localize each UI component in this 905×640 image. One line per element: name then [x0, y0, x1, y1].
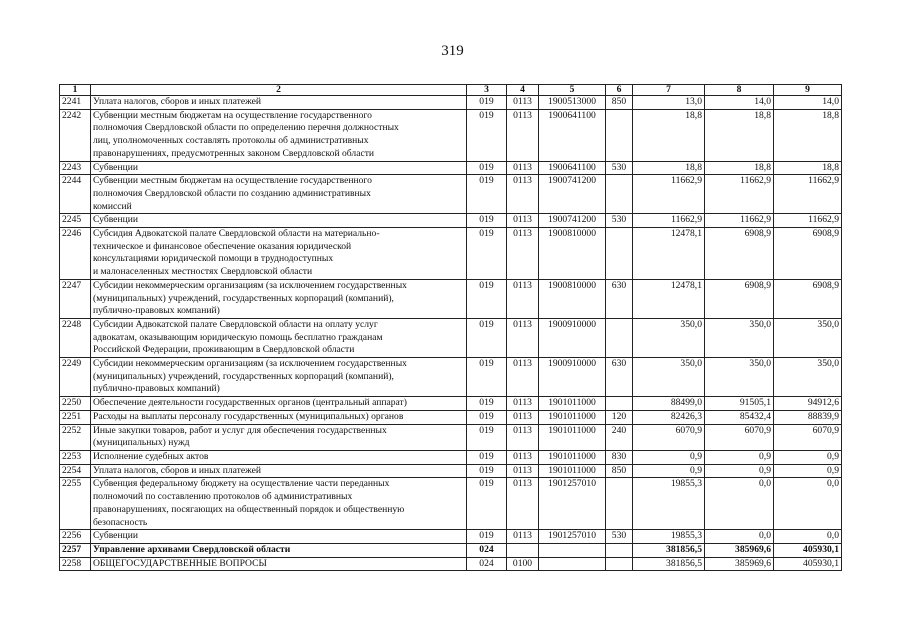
row-name: [91, 214, 467, 228]
amount-col-9: 350,0: [774, 358, 842, 397]
table-header-row: [60, 85, 842, 96]
expense-type-code: 530: [606, 214, 633, 228]
section-code: 0113: [507, 424, 539, 450]
table-body: [60, 96, 842, 571]
row-number: 2242: [60, 109, 91, 161]
ministry-code: 024: [467, 557, 507, 571]
amount-col-8: 350,0: [705, 358, 774, 397]
amount-col-9: 18,8: [774, 109, 842, 161]
table-row: [60, 410, 842, 424]
amount-col-8: 6908,9: [705, 228, 774, 280]
row-name: [91, 318, 467, 357]
table-row: [60, 96, 842, 110]
row-name: [91, 397, 467, 411]
amount-col-9: 14,0: [774, 96, 842, 110]
header-col-6: 6: [606, 85, 633, 96]
table-row: [60, 214, 842, 228]
ministry-code: 019: [467, 478, 507, 530]
budget-table: [59, 84, 842, 571]
row-number: 2250: [60, 397, 91, 411]
section-code: 0113: [507, 175, 539, 214]
table-row: [60, 279, 842, 318]
ministry-code: 019: [467, 450, 507, 464]
ministry-code: 019: [467, 424, 507, 450]
expense-type-code: 530: [606, 530, 633, 544]
target-article-code: 1900641100: [539, 161, 606, 175]
header-col-9: 9: [774, 85, 842, 96]
amount-col-9: 11662,9: [774, 175, 842, 214]
expense-type-code: 630: [606, 358, 633, 397]
target-article-code: 1901011000: [539, 464, 606, 478]
expense-type-code: 850: [606, 96, 633, 110]
amount-col-7: 13,0: [633, 96, 705, 110]
amount-col-8: 385969,6: [705, 543, 774, 557]
ministry-code: 019: [467, 228, 507, 280]
amount-col-8: 0,9: [705, 450, 774, 464]
table-row: [60, 424, 842, 450]
row-name: [91, 424, 467, 450]
row-name-line: полномочий по составлению протоколов об административных: [93, 491, 353, 503]
row-name: [91, 557, 467, 571]
amount-col-7: 12478,1: [633, 228, 705, 280]
row-name-line: Обеспечение деятельности государственных органов (центральный аппарат): [93, 397, 407, 409]
target-article-code: [539, 557, 606, 571]
expense-type-code: [606, 397, 633, 411]
row-number: 2251: [60, 410, 91, 424]
section-code: 0113: [507, 109, 539, 161]
ministry-code: 019: [467, 318, 507, 357]
amount-col-7: 381856,5: [633, 543, 705, 557]
ministry-code: 019: [467, 358, 507, 397]
target-article-code: 1901011000: [539, 424, 606, 450]
row-name: [91, 109, 467, 161]
table-row: [60, 161, 842, 175]
row-name-line: публично-правовых компаний): [93, 305, 220, 317]
expense-type-code: 630: [606, 279, 633, 318]
row-name: [91, 161, 467, 175]
ministry-code: 019: [467, 109, 507, 161]
row-name-line: адвокатам, оказывающим юридическую помощь бесплатно гражданам: [93, 331, 383, 343]
target-article-code: 1900641100: [539, 109, 606, 161]
target-article-code: 1900910000: [539, 358, 606, 397]
section-code: 0113: [507, 214, 539, 228]
header-col-8: 8: [705, 85, 774, 96]
expense-type-code: [606, 543, 633, 557]
row-name-line: Исполнение судебных актов: [93, 450, 209, 462]
ministry-code: 024: [467, 543, 507, 557]
row-name-line: Иные закупки товаров, работ и услуг для обеспечения государственных: [93, 424, 387, 436]
row-name-line: Субвенции: [93, 214, 138, 226]
row-name-line: Субсидии некоммерческим организациям (за исключением государственных: [93, 358, 407, 370]
table-row: [60, 109, 842, 161]
row-name-line: публично-правовых компаний): [93, 383, 220, 395]
target-article-code: 1900741200: [539, 175, 606, 214]
section-code: 0113: [507, 96, 539, 110]
row-name-line: (муниципальных) нужд: [93, 437, 190, 449]
amount-col-7: 88499,0: [633, 397, 705, 411]
row-name-line: Уплата налогов, сборов и иных платежей: [93, 96, 262, 107]
amount-col-8: 11662,9: [705, 214, 774, 228]
amount-col-8: 0,9: [705, 464, 774, 478]
table-row: [60, 358, 842, 397]
row-number: 2254: [60, 464, 91, 478]
row-name-line: полномочия Свердловской области по определению перечня должностных: [93, 122, 399, 134]
row-name-line: ОБЩЕГОСУДАРСТВЕННЫЕ ВОПРОСЫ: [93, 557, 267, 569]
ministry-code: 019: [467, 464, 507, 478]
row-name-line: правонарушениях, посягающих на общественный порядок и общественную: [93, 503, 405, 515]
header-col-3: 3: [467, 85, 507, 96]
amount-col-7: 6070,9: [633, 424, 705, 450]
row-number: 2243: [60, 161, 91, 175]
target-article-code: 1900810000: [539, 228, 606, 280]
row-name: [91, 175, 467, 214]
header-col-7: 7: [633, 85, 705, 96]
expense-type-code: 830: [606, 450, 633, 464]
header-col-2: 2: [91, 85, 467, 96]
section-code: 0113: [507, 450, 539, 464]
amount-col-8: 6908,9: [705, 279, 774, 318]
row-number: 2244: [60, 175, 91, 214]
amount-col-8: 18,8: [705, 161, 774, 175]
table-row: [60, 397, 842, 411]
row-name-line: Расходы на выплаты персоналу государственных (муниципальных) органов: [93, 410, 404, 422]
amount-col-8: 0,0: [705, 530, 774, 544]
row-name-line: и малонаселенных местностях Свердловской области: [93, 266, 313, 278]
section-code: [507, 543, 539, 557]
target-article-code: 1901011000: [539, 397, 606, 411]
ministry-code: 019: [467, 397, 507, 411]
amount-col-8: 91505,1: [705, 397, 774, 411]
table-row: [60, 175, 842, 214]
section-code: 0100: [507, 557, 539, 571]
row-name-line: полномочия Свердловской области по созданию административных: [93, 187, 371, 199]
expense-type-code: [606, 109, 633, 161]
amount-col-9: 6070,9: [774, 424, 842, 450]
target-article-code: [539, 543, 606, 557]
amount-col-7: 350,0: [633, 318, 705, 357]
ministry-code: 019: [467, 214, 507, 228]
header-col-4: 4: [507, 85, 539, 96]
expense-type-code: [606, 478, 633, 530]
amount-col-7: 381856,5: [633, 557, 705, 571]
row-name-line: (муниципальных) учреждений, государственных корпораций (компаний),: [93, 292, 394, 304]
section-code: 0113: [507, 228, 539, 280]
row-name-line: комиссий: [93, 200, 132, 212]
ministry-code: 019: [467, 530, 507, 544]
row-number: 2256: [60, 530, 91, 544]
amount-col-7: 18,8: [633, 109, 705, 161]
row-name-line: Субсидии Адвокатской палате Свердловской области на оплату услуг: [93, 318, 378, 330]
row-name-line: Субвенция федеральному бюджету на осуществление части переданных: [93, 478, 390, 490]
row-number: 2247: [60, 279, 91, 318]
page-number: 319: [441, 43, 464, 59]
amount-col-8: 350,0: [705, 318, 774, 357]
target-article-code: 1901257010: [539, 530, 606, 544]
row-name-line: безопасность: [93, 516, 148, 528]
row-name-line: консультациями юридической помощи в труднодоступных: [93, 253, 334, 265]
expense-type-code: 120: [606, 410, 633, 424]
section-code: 0113: [507, 478, 539, 530]
row-number: 2257: [60, 543, 91, 557]
section-code: 0113: [507, 530, 539, 544]
expense-type-code: [606, 318, 633, 357]
row-number: 2248: [60, 318, 91, 357]
ministry-code: 019: [467, 175, 507, 214]
amount-col-9: 0,9: [774, 464, 842, 478]
row-name-line: Субвенции: [93, 161, 138, 173]
header-col-1: 1: [60, 85, 91, 96]
target-article-code: 1901011000: [539, 410, 606, 424]
row-number: 2255: [60, 478, 91, 530]
section-code: 0113: [507, 464, 539, 478]
target-article-code: 1900741200: [539, 214, 606, 228]
expense-type-code: 850: [606, 464, 633, 478]
amount-col-8: 85432,4: [705, 410, 774, 424]
table-row: [60, 543, 842, 557]
section-code: 0113: [507, 410, 539, 424]
expense-type-code: [606, 557, 633, 571]
row-name-line: техническое и финансовое обеспечение оказания юридической: [93, 240, 352, 252]
amount-col-9: 88839,9: [774, 410, 842, 424]
amount-col-7: 82426,3: [633, 410, 705, 424]
ministry-code: 019: [467, 161, 507, 175]
ministry-code: 019: [467, 279, 507, 318]
row-number: 2249: [60, 358, 91, 397]
amount-col-9: 405930,1: [774, 557, 842, 571]
row-name: [91, 358, 467, 397]
header-col-5: 5: [539, 85, 606, 96]
amount-col-7: 350,0: [633, 358, 705, 397]
section-code: 0113: [507, 358, 539, 397]
table-row: [60, 450, 842, 464]
amount-col-9: 0,0: [774, 478, 842, 530]
target-article-code: 1900513000: [539, 96, 606, 110]
section-code: 0113: [507, 318, 539, 357]
row-name-line: лиц, уполномоченных составлять протоколы об административных: [93, 135, 369, 147]
row-name-line: Субвенции местным бюджетам на осуществление государственного: [93, 175, 372, 187]
row-number: 2252: [60, 424, 91, 450]
row-name-line: Субвенции: [93, 530, 138, 542]
amount-col-7: 11662,9: [633, 214, 705, 228]
row-name: [91, 530, 467, 544]
amount-col-9: 6908,9: [774, 228, 842, 280]
amount-col-9: 405930,1: [774, 543, 842, 557]
amount-col-8: 14,0: [705, 96, 774, 110]
amount-col-7: 0,9: [633, 450, 705, 464]
row-name: [91, 450, 467, 464]
row-name: [91, 543, 467, 557]
target-article-code: 1901011000: [539, 450, 606, 464]
table-row: [60, 557, 842, 571]
amount-col-7: 19855,3: [633, 530, 705, 544]
amount-col-8: 6070,9: [705, 424, 774, 450]
table-row: [60, 228, 842, 280]
amount-col-9: 94912,6: [774, 397, 842, 411]
target-article-code: 1900910000: [539, 318, 606, 357]
row-number: 2245: [60, 214, 91, 228]
amount-col-7: 12478,1: [633, 279, 705, 318]
amount-col-7: 19855,3: [633, 478, 705, 530]
row-name-line: Субсидия Адвокатской палате Свердловской области на материально-: [93, 228, 380, 240]
row-name: [91, 279, 467, 318]
table-row: [60, 318, 842, 357]
row-name: [91, 96, 467, 110]
amount-col-8: 385969,6: [705, 557, 774, 571]
target-article-code: 1901257010: [539, 478, 606, 530]
row-number: 2241: [60, 96, 91, 110]
table-row: [60, 464, 842, 478]
row-name-line: правонарушениях, предусмотренных законом Свердловской области: [93, 147, 375, 159]
amount-col-7: 18,8: [633, 161, 705, 175]
amount-col-9: 6908,9: [774, 279, 842, 318]
section-code: 0113: [507, 279, 539, 318]
amount-col-9: 0,0: [774, 530, 842, 544]
ministry-code: 019: [467, 96, 507, 110]
row-name-line: Российской Федерации, проживающим в Свердловской области: [93, 344, 355, 356]
row-name: [91, 228, 467, 280]
section-code: 0113: [507, 397, 539, 411]
amount-col-7: 0,9: [633, 464, 705, 478]
row-name-line: Субвенции местным бюджетам на осуществление государственного: [93, 109, 372, 121]
expense-type-code: 530: [606, 161, 633, 175]
row-name: [91, 410, 467, 424]
row-name-line: Уплата налогов, сборов и иных платежей: [93, 464, 262, 476]
amount-col-9: 350,0: [774, 318, 842, 357]
amount-col-8: 11662,9: [705, 175, 774, 214]
row-name: [91, 464, 467, 478]
row-number: 2246: [60, 228, 91, 280]
expense-type-code: [606, 228, 633, 280]
expense-type-code: 240: [606, 424, 633, 450]
row-name: [91, 478, 467, 530]
amount-col-8: 0,0: [705, 478, 774, 530]
section-code: 0113: [507, 161, 539, 175]
target-article-code: 1900810000: [539, 279, 606, 318]
ministry-code: 019: [467, 410, 507, 424]
row-name-line: (муниципальных) учреждений, государственных корпораций (компаний),: [93, 370, 394, 382]
row-name-line: Субсидии некоммерческим организациям (за исключением государственных: [93, 279, 407, 291]
amount-col-8: 18,8: [705, 109, 774, 161]
row-number: 2258: [60, 557, 91, 571]
row-name-line: Управление архивами Свердловской области: [93, 543, 291, 555]
table-row: [60, 530, 842, 544]
table-row: [60, 478, 842, 530]
amount-col-9: 18,8: [774, 161, 842, 175]
amount-col-9: 0,9: [774, 450, 842, 464]
amount-col-9: 11662,9: [774, 214, 842, 228]
row-number: 2253: [60, 450, 91, 464]
expense-type-code: [606, 175, 633, 214]
amount-col-7: 11662,9: [633, 175, 705, 214]
